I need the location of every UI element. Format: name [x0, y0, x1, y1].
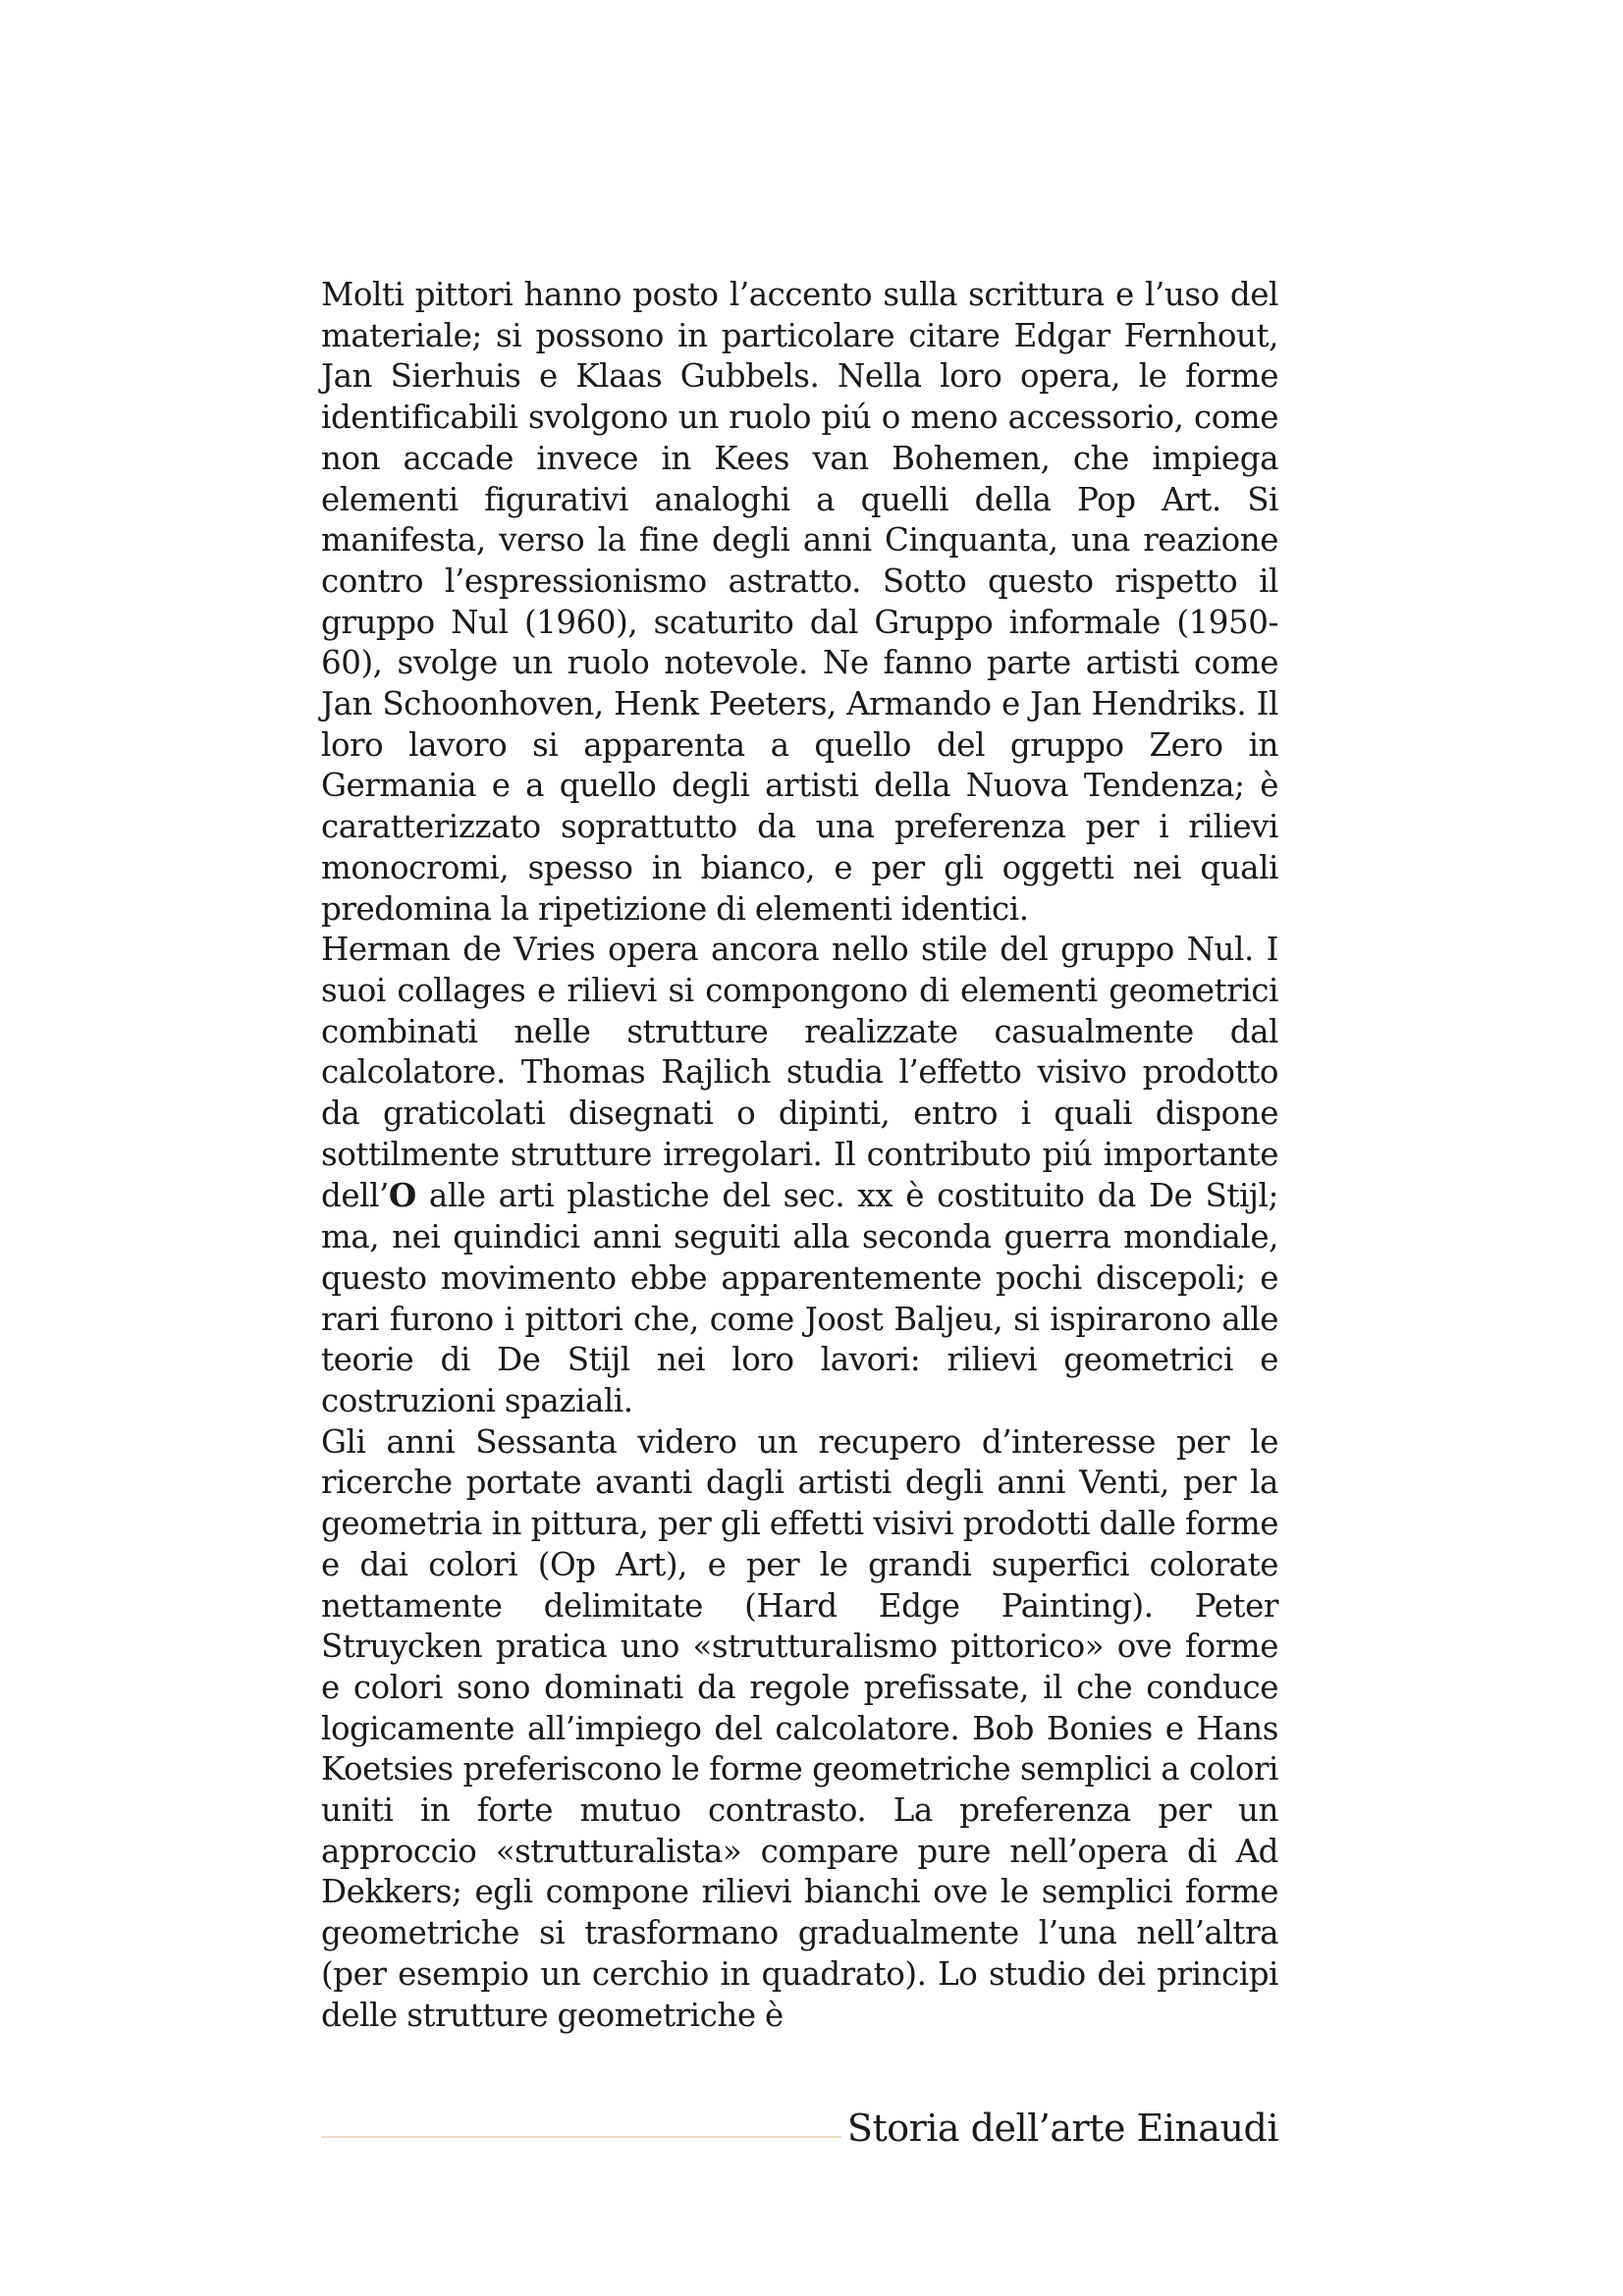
paragraph-text: Herman de Vries opera ancora nello stile del gruppo Nul. I suoi collages e rilievi si compongono di elementi geometrici combinati nelle strutture realizzate casualmente dal calcolatore. Thomas Rajlich studia l’effetto visivo prodotto da graticolati disegnati o dipinti, entro i quali dispone sottilmente strutture irregolari. Il contributo piú importante dell’ [321, 931, 1278, 1215]
paragraph-text: alle arti plastiche del sec. xx è costituito da De Stijl; ma, nei quindici anni seguiti alla seconda guerra mondiale, questo movimento ebbe apparentemente pochi discepoli; e rari furono i pittori che, come Joost Baljeu, si ispirarono alle teorie di De Stijl nei loro lavori: rilievi geometrici e costruzioni spaziali. [321, 1177, 1278, 1419]
bold-letter: O [388, 1176, 416, 1215]
paragraph: Molti pittori hanno posto l’accento sulla scrittura e l’uso del materiale; si possono in particolare citare Edgar Fernhout, Jan Sierhuis e Klaas Gubbels. Nella loro opera, le forme identificabili svolgono un ruolo piú o meno accessorio, come non accade invece in Kees van Bohemen, che impiega elementi figurativi analoghi a quelli della Pop Art. Si manifesta, verso la fine degli anni Cinquanta, una reazione contro l’espressionismo astratto. Sotto questo rispetto il gruppo Nul (1960), scaturito dal Gruppo informale (1950-60), svolge un ruolo notevole. Ne fanno parte artisti come Jan Schoonhoven, Henk Peeters, Armando e Jan Hendriks. Il loro lavoro si apparenta a quello del gruppo Zero in Germania e a quello degli artisti della Nuova Tendenza; è caratterizzato soprattutto da una preferenza per i rilievi monocromi, spesso in bianco, e per gli oggetti nei quali predomina la ripetizione di elementi identici. [321, 276, 1278, 928]
paragraph: Gli anni Sessanta videro un recupero d’interesse per le ricerche portate avanti dagli artisti degli anni Venti, per la geometria in pittura, per gli effetti visivi prodotti dalle forme e dai colori (Op Art), e per le grandi superfici colorate nettamente delimitate (Hard Edge Painting). Peter Struycken pratica uno «strutturalismo pittorico» ove forme e colori sono dominati da regole prefissate, il che conduce logicamente all’impiego del calcolatore. Bob Bonies e Hans Koetsies preferiscono le forme geometriche semplici a colori uniti in forte mutuo contrasto. La preferenza per un approccio «strutturalista» compare pure nell’opera di Ad Dekkers; egli compone rilievi bianchi ove le semplici forme geometriche si trasformano gradualmente l’una nell’altra (per esempio un cerchio in quadrato). Lo studio dei principi delle strutture geometriche è [321, 1422, 1278, 2034]
body-text [321, 275, 1278, 2036]
paragraph [321, 930, 1278, 1421]
footer-rule [321, 2136, 841, 2138]
footer-title: Storia dell’arte Einaudi [846, 2107, 1278, 2150]
page-footer [321, 2101, 1278, 2160]
